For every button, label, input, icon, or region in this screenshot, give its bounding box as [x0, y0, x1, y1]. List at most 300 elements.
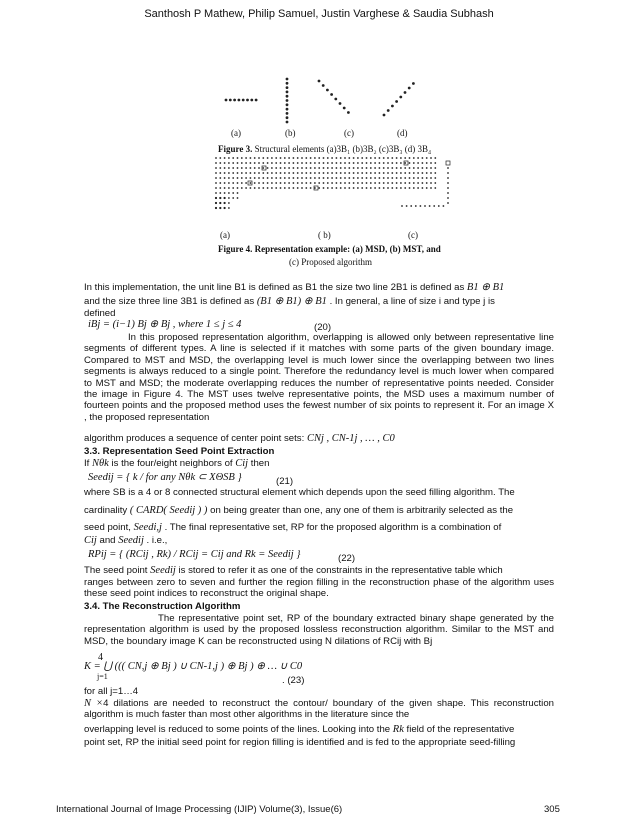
equation-22: RPij = { (RCij , Rk) / RCij = Cij and Rk = Seedij } — [88, 549, 301, 560]
fig3c-dot — [322, 84, 325, 87]
fig3-label-d: (d) — [397, 128, 408, 138]
equation-20-number: (20) — [314, 322, 332, 333]
p2-last-line: algorithm produces a sequence of center point sets: CNj , CN-1j , … , C0 — [84, 433, 395, 444]
fig4-grid-dot — [422, 162, 424, 164]
fig4-grid-dot — [396, 172, 398, 174]
fig4-grid-dot — [318, 157, 320, 159]
fig4-grid-dot — [422, 187, 424, 189]
figure-4-caption-line2: (c) Proposed algorithm — [289, 257, 372, 267]
fig4-grid-dot — [254, 177, 256, 179]
fig4-grid-dot — [228, 182, 230, 184]
fig4-grid-dot — [305, 182, 307, 184]
fig3c-dot — [334, 98, 337, 101]
fig4-grid-dot — [215, 182, 217, 184]
fig4-grid-dot — [340, 187, 342, 189]
fig4-grid-dot — [284, 162, 286, 164]
fig4-grid-dot — [430, 157, 432, 159]
fig4-grid-dot — [336, 187, 338, 189]
fig4-grid-dot — [336, 172, 338, 174]
fig4-grid-dot — [409, 167, 411, 169]
fig4-grid-dot — [314, 177, 316, 179]
p1-line2: and the size three line 3B1 is defined as (B1 ⊕ B1) ⊕ B1 . In general, a line of size i and type j is — [84, 296, 495, 307]
fig4-grid-dot — [293, 167, 295, 169]
fig4-box-dot — [447, 167, 449, 169]
fig4-grid-dot — [374, 157, 376, 159]
fig4-grid-dot — [361, 162, 363, 164]
fig3c-dot — [326, 89, 329, 92]
fig4-grid-dot — [340, 177, 342, 179]
fig4-grid-dot — [323, 172, 325, 174]
fig4-grid-dot — [434, 162, 436, 164]
fig3a-dot — [246, 99, 249, 102]
fig4-grid-dot — [361, 172, 363, 174]
fig4-box-dot — [415, 205, 417, 207]
fig4-grid-dot — [422, 182, 424, 184]
fig4-grid-dot — [366, 172, 368, 174]
fig4-grid-dot — [297, 187, 299, 189]
p3-line6: Cij and Seedij . i.e., — [84, 535, 168, 546]
fig4-grid-dot — [361, 157, 363, 159]
fig4-grid-dot — [391, 187, 393, 189]
fig4-grid-dot — [336, 177, 338, 179]
fig4-grid-dot — [404, 162, 406, 164]
fig4-grid-dot — [314, 172, 316, 174]
fig4-grid-dot — [327, 157, 329, 159]
fig4-grid-dot — [245, 167, 247, 169]
fig4-box-dot — [433, 205, 435, 207]
fig4-grid-dot — [250, 162, 252, 164]
fig4-box-dot — [410, 205, 412, 207]
fig4-grid-dot — [275, 182, 277, 184]
fig4-grid-dot — [267, 172, 269, 174]
fig4-grid-dot — [370, 172, 372, 174]
fig4-block-dot — [215, 202, 217, 204]
fig4-grid-dot — [430, 187, 432, 189]
fig3b-dot — [286, 108, 289, 111]
fig4-grid-dot — [344, 182, 346, 184]
fig4-grid-dot — [267, 182, 269, 184]
fig4-grid-dot — [280, 157, 282, 159]
fig4-grid-dot — [297, 177, 299, 179]
fig4-grid-dot — [340, 157, 342, 159]
fig4-grid-dot — [331, 172, 333, 174]
fig4-box-dot — [443, 205, 445, 207]
fig4-grid-dot — [224, 162, 226, 164]
fig4-grid-dot — [344, 167, 346, 169]
fig4-grid-dot — [254, 172, 256, 174]
fig4-grid-dot — [434, 182, 436, 184]
fig4-grid-dot — [323, 162, 325, 164]
equation-21: Seedij = { k / for any Nθk ⊂ XΘSB } — [88, 472, 242, 483]
fig4-grid-dot — [228, 172, 230, 174]
fig4-grid-dot — [366, 182, 368, 184]
fig4-grid-dot — [413, 187, 415, 189]
fig4-grid-dot — [288, 167, 290, 169]
fig4-grid-dot — [340, 167, 342, 169]
fig4-grid-dot — [245, 187, 247, 189]
fig4-grid-dot — [331, 167, 333, 169]
fig4-grid-dot — [262, 157, 264, 159]
fig3a-dot — [229, 99, 232, 102]
fig4-block-dot — [224, 202, 226, 204]
fig4-grid-dot — [417, 157, 419, 159]
fig4-grid-dot — [219, 172, 221, 174]
fig4-grid-dot — [379, 167, 381, 169]
fig4-grid-dot — [340, 162, 342, 164]
fig4-grid-dot — [366, 167, 368, 169]
fig4-grid-dot — [370, 167, 372, 169]
fig4-block-dot — [224, 197, 226, 199]
fig4-grid-dot — [271, 167, 273, 169]
fig4-grid-dot — [219, 177, 221, 179]
fig4-grid-dot — [357, 187, 359, 189]
figure-4-caption-line1: Figure 4. Representation example: (a) MSD, (b) MST, and — [218, 244, 441, 254]
fig4-grid-dot — [305, 167, 307, 169]
fig4-grid-dot — [305, 162, 307, 164]
fig4-box-dot — [447, 187, 449, 189]
fig4-grid-dot — [357, 172, 359, 174]
fig4-grid-dot — [318, 172, 320, 174]
fig4-grid-dot — [404, 172, 406, 174]
fig4-grid-dot — [409, 177, 411, 179]
equation-21-number: (21) — [276, 476, 294, 487]
fig4-grid-dot — [417, 182, 419, 184]
fig4-grid-dot — [215, 192, 217, 194]
fig4-grid-dot — [245, 177, 247, 179]
fig4-grid-dot — [430, 182, 432, 184]
fig4-grid-dot — [258, 187, 260, 189]
fig4-grid-dot — [348, 187, 350, 189]
fig4-grid-dot — [271, 187, 273, 189]
fig4-grid-dot — [267, 187, 269, 189]
fig4-grid-dot — [353, 167, 355, 169]
section-3-3-heading: 3.3. Representation Seed Point Extraction — [84, 446, 275, 457]
fig4-grid-dot — [237, 167, 239, 169]
fig4-grid-dot — [331, 182, 333, 184]
fig4-grid-dot — [215, 157, 217, 159]
footer-journal: International Journal of Image Processing (IJIP) Volume(3), Issue(6) — [56, 804, 343, 815]
fig4-grid-dot — [232, 177, 234, 179]
fig4-grid-dot — [430, 162, 432, 164]
fig4-box-dot — [438, 205, 440, 207]
fig4-grid-dot — [305, 177, 307, 179]
fig4-grid-dot — [232, 197, 234, 199]
fig4-grid-dot — [370, 157, 372, 159]
fig4-grid-dot — [271, 162, 273, 164]
fig4-grid-dot — [327, 187, 329, 189]
fig4-grid-dot — [237, 157, 239, 159]
fig4-grid-dot — [374, 167, 376, 169]
fig4-grid-dot — [293, 172, 295, 174]
fig4-grid-dot — [271, 177, 273, 179]
p6-line5: point set, RP the initial seed point for region filling is identified and is fed to the appropriate seed-filling — [84, 737, 516, 748]
fig4-grid-dot — [215, 187, 217, 189]
fig4-grid-dot — [374, 172, 376, 174]
fig4-grid-dot — [228, 177, 230, 179]
fig4-grid-dot — [357, 177, 359, 179]
fig4-label-a: (a) — [220, 230, 230, 240]
fig4-grid-dot — [404, 157, 406, 159]
fig3d-dot — [408, 87, 411, 90]
fig4-grid-dot — [232, 172, 234, 174]
fig4-grid-dot — [344, 172, 346, 174]
fig4-grid-dot — [245, 172, 247, 174]
fig4-grid-dot — [245, 162, 247, 164]
fig4-grid-dot — [353, 187, 355, 189]
fig4-grid-dot — [336, 157, 338, 159]
fig4-grid-dot — [409, 182, 411, 184]
fig4-grid-dot — [228, 192, 230, 194]
fig4-grid-dot — [280, 167, 282, 169]
p3-line5: seed point, Seedi,j . The final representative set, RP for the proposed algorithm is a combination of — [84, 522, 502, 533]
fig4-grid-dot — [366, 177, 368, 179]
fig4-grid-dot — [340, 172, 342, 174]
fig4-grid-dot — [228, 162, 230, 164]
fig4-grid-dot — [219, 182, 221, 184]
fig4-grid-dot — [284, 157, 286, 159]
fig4-grid-dot — [426, 172, 428, 174]
fig3c-dot — [318, 80, 321, 83]
fig4-grid-dot — [280, 162, 282, 164]
fig4-grid-dot — [404, 182, 406, 184]
fig4-grid-dot — [336, 162, 338, 164]
fig4-grid-dot — [305, 157, 307, 159]
fig4-grid-dot — [422, 167, 424, 169]
fig4-grid-dot — [331, 177, 333, 179]
equation-23-sup: 4 — [98, 652, 103, 663]
fig4-grid-dot — [396, 157, 398, 159]
fig4-grid-dot — [426, 167, 428, 169]
fig4-grid-dot — [379, 157, 381, 159]
fig4-grid-dot — [387, 177, 389, 179]
fig4-grid-dot — [400, 167, 402, 169]
fig4-representative-marker — [446, 161, 450, 165]
fig4-grid-dot — [284, 177, 286, 179]
fig4-grid-dot — [387, 187, 389, 189]
fig4-grid-dot — [280, 182, 282, 184]
fig4-grid-dot — [366, 157, 368, 159]
fig4-grid-dot — [241, 162, 243, 164]
fig4-grid-dot — [310, 177, 312, 179]
fig4-grid-dot — [275, 187, 277, 189]
fig4-grid-dot — [336, 182, 338, 184]
fig4-grid-dot — [400, 172, 402, 174]
fig4-grid-dot — [228, 157, 230, 159]
figure-3-caption: Figure 3. Structural elements (a)3B₁ (b)3B₂ (c)3B₃ (d) 3B₄ — [218, 144, 432, 154]
fig4-grid-dot — [224, 172, 226, 174]
fig4-grid-dot — [215, 172, 217, 174]
fig4-grid-dot — [267, 167, 269, 169]
running-header: Santhosh P Mathew, Philip Samuel, Justin Varghese & Saudia Subhash — [144, 8, 494, 20]
fig4-grid-dot — [353, 162, 355, 164]
fig4-grid-dot — [387, 182, 389, 184]
fig4-grid-dot — [348, 167, 350, 169]
fig4-grid-dot — [344, 187, 346, 189]
fig4-grid-dot — [422, 157, 424, 159]
fig4-grid-dot — [434, 157, 436, 159]
fig4-grid-dot — [366, 187, 368, 189]
fig4-grid-dot — [237, 162, 239, 164]
fig3d-dot — [383, 114, 386, 117]
fig4-grid-dot — [310, 172, 312, 174]
fig4-grid-dot — [224, 182, 226, 184]
fig4-grid-dot — [318, 167, 320, 169]
fig4-grid-dot — [301, 162, 303, 164]
fig4-box-dot — [447, 182, 449, 184]
fig3a-dot — [242, 99, 245, 102]
fig4-grid-dot — [331, 157, 333, 159]
fig4-grid-dot — [288, 172, 290, 174]
fig4-grid-dot — [237, 197, 239, 199]
fig4-grid-dot — [232, 182, 234, 184]
fig4-grid-dot — [404, 167, 406, 169]
fig4-grid-dot — [310, 162, 312, 164]
fig4-label-c: (c) — [408, 230, 418, 240]
fig4-grid-dot — [228, 197, 230, 199]
fig4-grid-dot — [353, 177, 355, 179]
fig4-grid-dot — [417, 167, 419, 169]
fig4-grid-dot — [323, 182, 325, 184]
p3-line1: If Nθk is the four/eight neighbors of Cij then — [84, 458, 270, 469]
fig4-grid-dot — [224, 157, 226, 159]
fig4-grid-dot — [288, 187, 290, 189]
fig4-grid-dot — [370, 177, 372, 179]
fig4-grid-dot — [327, 172, 329, 174]
fig4-grid-dot — [267, 157, 269, 159]
fig4-grid-dot — [370, 162, 372, 164]
fig4-block-dot — [215, 197, 217, 199]
fig4-grid-dot — [357, 167, 359, 169]
fig4-grid-dot — [434, 172, 436, 174]
fig4-grid-dot — [280, 177, 282, 179]
fig4-grid-dot — [288, 177, 290, 179]
fig4-grid-dot — [383, 172, 385, 174]
fig4-grid-dot — [262, 162, 264, 164]
fig4-grid-dot — [396, 167, 398, 169]
fig4-grid-dot — [293, 162, 295, 164]
fig4-grid-dot — [387, 167, 389, 169]
fig4-grid-dot — [400, 162, 402, 164]
fig4-box-dot — [447, 202, 449, 204]
fig4-grid-dot — [357, 162, 359, 164]
fig4-grid-dot — [228, 202, 230, 204]
fig4-grid-dot — [271, 172, 273, 174]
fig3d-dot — [395, 100, 398, 103]
fig4-grid-dot — [434, 187, 436, 189]
fig4-grid-dot — [383, 167, 385, 169]
p1-line3: defined — [84, 308, 116, 319]
fig4-grid-dot — [391, 182, 393, 184]
fig4-grid-dot — [314, 182, 316, 184]
fig3-label-c: (c) — [344, 128, 354, 138]
fig4-grid-dot — [318, 187, 320, 189]
fig4-grid-dot — [400, 177, 402, 179]
fig4-grid-dot — [413, 162, 415, 164]
fig4-grid-dot — [262, 172, 264, 174]
fig4-grid-dot — [262, 182, 264, 184]
fig4-grid-dot — [353, 157, 355, 159]
fig4-grid-dot — [305, 187, 307, 189]
fig4-grid-dot — [275, 177, 277, 179]
fig4-grid-dot — [422, 177, 424, 179]
fig4-grid-dot — [434, 167, 436, 169]
fig4-grid-dot — [327, 177, 329, 179]
fig4-grid-dot — [391, 167, 393, 169]
equation-23: K = ⋃ ((( CN,j ⊕ Bj ) ∪ CN-1,j ) ⊕ Bj ) ⊕ … ∪ C0 — [84, 661, 303, 672]
fig4-grid-dot — [215, 162, 217, 164]
fig4-grid-dot — [331, 187, 333, 189]
fig4-grid-dot — [219, 187, 221, 189]
fig4-grid-dot — [284, 172, 286, 174]
fig3a-dot — [255, 99, 258, 102]
fig4-grid-dot — [404, 187, 406, 189]
fig4-grid-dot — [361, 182, 363, 184]
fig4-grid-dot — [344, 162, 346, 164]
fig4-grid-dot — [241, 177, 243, 179]
fig4-box-dot — [401, 205, 403, 207]
fig3c-dot — [343, 107, 346, 110]
fig4-grid-dot — [374, 182, 376, 184]
fig4-grid-dot — [434, 177, 436, 179]
fig4-grid-dot — [258, 177, 260, 179]
fig4-grid-dot — [258, 157, 260, 159]
fig4-grid-dot — [344, 177, 346, 179]
fig4-grid-dot — [409, 187, 411, 189]
fig4-grid-dot — [267, 162, 269, 164]
fig3d-dot — [412, 82, 415, 85]
fig4-grid-dot — [224, 192, 226, 194]
fig4-grid-dot — [297, 157, 299, 159]
fig4-grid-dot — [293, 187, 295, 189]
fig4-grid-dot — [293, 157, 295, 159]
fig4-grid-dot — [327, 162, 329, 164]
p6-line1: for all j=1…4 — [84, 686, 139, 697]
fig3d-dot — [387, 109, 390, 112]
fig4-grid-dot — [224, 167, 226, 169]
fig4-grid-dot — [275, 172, 277, 174]
p6-line4: overlapping level is reduced to some points of the lines. Looking into the Rk field of the representative — [84, 724, 515, 735]
fig4-grid-dot — [361, 177, 363, 179]
footer-page-number: 305 — [544, 804, 560, 815]
fig4-grid-dot — [391, 157, 393, 159]
fig4-grid-dot — [413, 157, 415, 159]
fig4-grid-dot — [426, 162, 428, 164]
fig4-grid-dot — [262, 167, 264, 169]
fig4-grid-dot — [396, 162, 398, 164]
fig4-grid-dot — [404, 177, 406, 179]
fig4-grid-dot — [297, 182, 299, 184]
fig4-grid-dot — [237, 177, 239, 179]
fig4-grid-dot — [396, 187, 398, 189]
fig3b-dot — [286, 99, 289, 102]
p4-line1: The seed point Seedij is stored to refer it as one of the constraints in the representative table which — [84, 565, 503, 576]
fig3d-dot — [404, 91, 407, 94]
fig4-grid-dot — [413, 167, 415, 169]
fig4-block-dot — [224, 207, 226, 209]
fig4-grid-dot — [250, 157, 252, 159]
fig4-grid-dot — [224, 177, 226, 179]
fig4-grid-dot — [391, 162, 393, 164]
fig3b-dot — [286, 116, 289, 119]
fig4-grid-dot — [383, 157, 385, 159]
p3-line3: where SB is a 4 or 8 connected structural element which depends upon the seed filling algorithm. The — [84, 487, 515, 498]
fig4-box-dot — [429, 205, 431, 207]
fig3c-dot — [347, 111, 350, 114]
fig4-grid-dot — [413, 172, 415, 174]
fig4-grid-dot — [237, 182, 239, 184]
fig4-grid-dot — [348, 157, 350, 159]
fig4-grid-dot — [430, 167, 432, 169]
